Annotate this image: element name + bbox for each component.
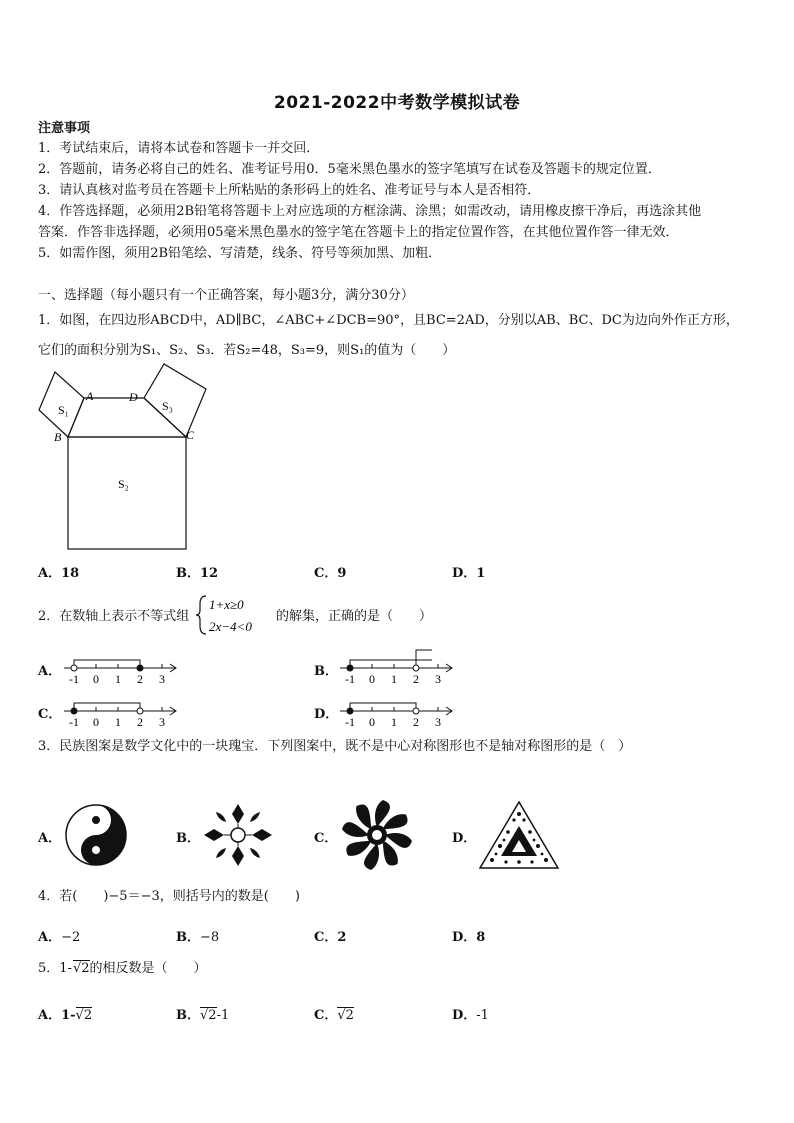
q1-figure xyxy=(34,362,224,558)
q2-option-b-label[interactable]: B． xyxy=(314,664,338,679)
q5-option-d[interactable]: D．-1 xyxy=(452,1008,489,1023)
notice-item: 5．如需作图，须用2B铅笔绘、写清楚，线条、符号等须加黑、加粗． xyxy=(38,246,442,261)
floral-cross-icon[interactable] xyxy=(202,800,274,870)
q1-option-b[interactable]: B．12 xyxy=(176,566,219,581)
tick-label: 1 xyxy=(115,715,121,729)
vertex-d-label: D xyxy=(129,390,138,404)
area-s3-label: S₃ xyxy=(162,399,173,413)
q4-option-d[interactable]: D．8 xyxy=(452,930,486,945)
q2-option-c-numberline[interactable] xyxy=(58,689,182,733)
notice-item: 3．请认真核对监考员在答题卡上所粘贴的条形码上的姓名、准考证号与本人是否相符． xyxy=(38,183,541,198)
notice-item: 2．答题前，请务必将自己的姓名、准考证号用0．5毫米黑色墨水的签字笔填写在试卷及答题卡的规定位置． xyxy=(38,162,661,177)
question-2-pre: 2．在数轴上表示不等式组 xyxy=(38,609,190,624)
question-5: 5．1-√2的相反数是（ ） xyxy=(38,961,207,976)
section-heading: 一、选择题（每小题只有一个正确答案，每小题3分，满分30分） xyxy=(38,288,414,303)
tick-label: 1 xyxy=(391,672,397,686)
inequality-1: 1+x≥0 xyxy=(209,597,244,612)
page-title: 2021-2022中考数学模拟试卷 xyxy=(273,93,521,113)
q2-option-a-numberline[interactable] xyxy=(58,646,182,690)
q4-option-a[interactable]: A．−2 xyxy=(38,930,81,945)
tick-label: 2 xyxy=(137,715,143,729)
question-1-line-2: 它们的面积分别为S₁、S₂、S₃．若S₂=48，S₃=9，则S₁的值为（ ） xyxy=(38,343,456,358)
tick-label: 3 xyxy=(435,672,441,686)
q1-option-c[interactable]: C．9 xyxy=(314,566,347,581)
tick-label: -1 xyxy=(345,672,355,686)
q3-option-a-label[interactable]: A． xyxy=(38,831,62,846)
tick-label: 2 xyxy=(413,672,419,686)
question-3: 3．民族图案是数学文化中的一块瑰宝．下列图案中，既不是中心对称图形也不是轴对称图形的是（ ） xyxy=(38,739,632,754)
q4-option-b[interactable]: B．−8 xyxy=(176,930,220,945)
tick-label: -1 xyxy=(69,672,79,686)
tick-label: 0 xyxy=(369,672,375,686)
question-2-post: 的解集，正确的是（ ） xyxy=(276,609,433,624)
q2-option-b-numberline[interactable] xyxy=(334,646,458,690)
q2-option-c-label[interactable]: C． xyxy=(38,707,62,722)
tick-label: 1 xyxy=(115,672,121,686)
notice-item: 1．考试结束后，请将本试卷和答题卡一并交回． xyxy=(38,141,320,156)
vertex-c-label: C xyxy=(186,428,195,442)
tick-label: -1 xyxy=(345,715,355,729)
vertex-b-label: B xyxy=(54,430,62,444)
vertex-a-label: A xyxy=(86,389,94,403)
tick-label: 3 xyxy=(435,715,441,729)
q4-option-c[interactable]: C．2 xyxy=(314,930,347,945)
notice-item: 4．作答选择题，必须用2B铅笔将答题卡上对应选项的方框涂满、涂黑；如需改动，请用橡皮擦干净后，再选涂其他 xyxy=(38,204,702,219)
q1-option-a[interactable]: A．18 xyxy=(38,566,80,581)
swirl-flower-icon[interactable] xyxy=(340,798,414,872)
q5-option-b[interactable]: B．√2-1 xyxy=(176,1008,230,1023)
tick-label: 2 xyxy=(137,672,143,686)
tick-label: 3 xyxy=(159,672,165,686)
q3-option-d-label[interactable]: D． xyxy=(452,831,477,846)
q2-option-a-label[interactable]: A． xyxy=(38,664,62,679)
q3-option-b-label[interactable]: B． xyxy=(176,831,200,846)
tick-label: 1 xyxy=(391,715,397,729)
notice-heading: 注意事项 xyxy=(38,121,91,136)
area-s1-label: S₁ xyxy=(58,403,69,417)
area-s2-label: S₂ xyxy=(118,477,129,491)
inequality-system xyxy=(196,592,286,638)
q3-option-c-label[interactable]: C． xyxy=(314,831,338,846)
inequality-2: 2x−4<0 xyxy=(209,619,252,634)
tick-label: 3 xyxy=(159,715,165,729)
q2-option-d-label[interactable]: D． xyxy=(314,707,339,722)
question-1-line-1: 1．如图，在四边形ABCD中，AD∥BC，∠ABC+∠DCB=90°，且BC=2AD，分别以AB、BC、DC为边向外作正方形， xyxy=(38,313,739,328)
q5-option-c[interactable]: C．√2 xyxy=(314,1008,354,1023)
q2-option-d-numberline[interactable] xyxy=(334,689,458,733)
q5-option-a[interactable]: A．1-√2 xyxy=(38,1008,93,1023)
tick-label: 2 xyxy=(413,715,419,729)
question-4: 4．若( )−5＝−3，则括号内的数是( ) xyxy=(38,889,300,904)
tick-label: 0 xyxy=(369,715,375,729)
q1-option-d[interactable]: D．1 xyxy=(452,566,486,581)
tick-label: -1 xyxy=(69,715,79,729)
triangle-pattern-icon[interactable] xyxy=(478,800,560,870)
notice-item: 答案．作答非选择题，必须用05毫米黑色墨水的签字笔在答题卡上的指定位置作答，在其他位置作答一律无效． xyxy=(38,225,679,240)
tick-label: 0 xyxy=(93,672,99,686)
tick-label: 0 xyxy=(93,715,99,729)
taiji-icon[interactable] xyxy=(64,803,128,867)
